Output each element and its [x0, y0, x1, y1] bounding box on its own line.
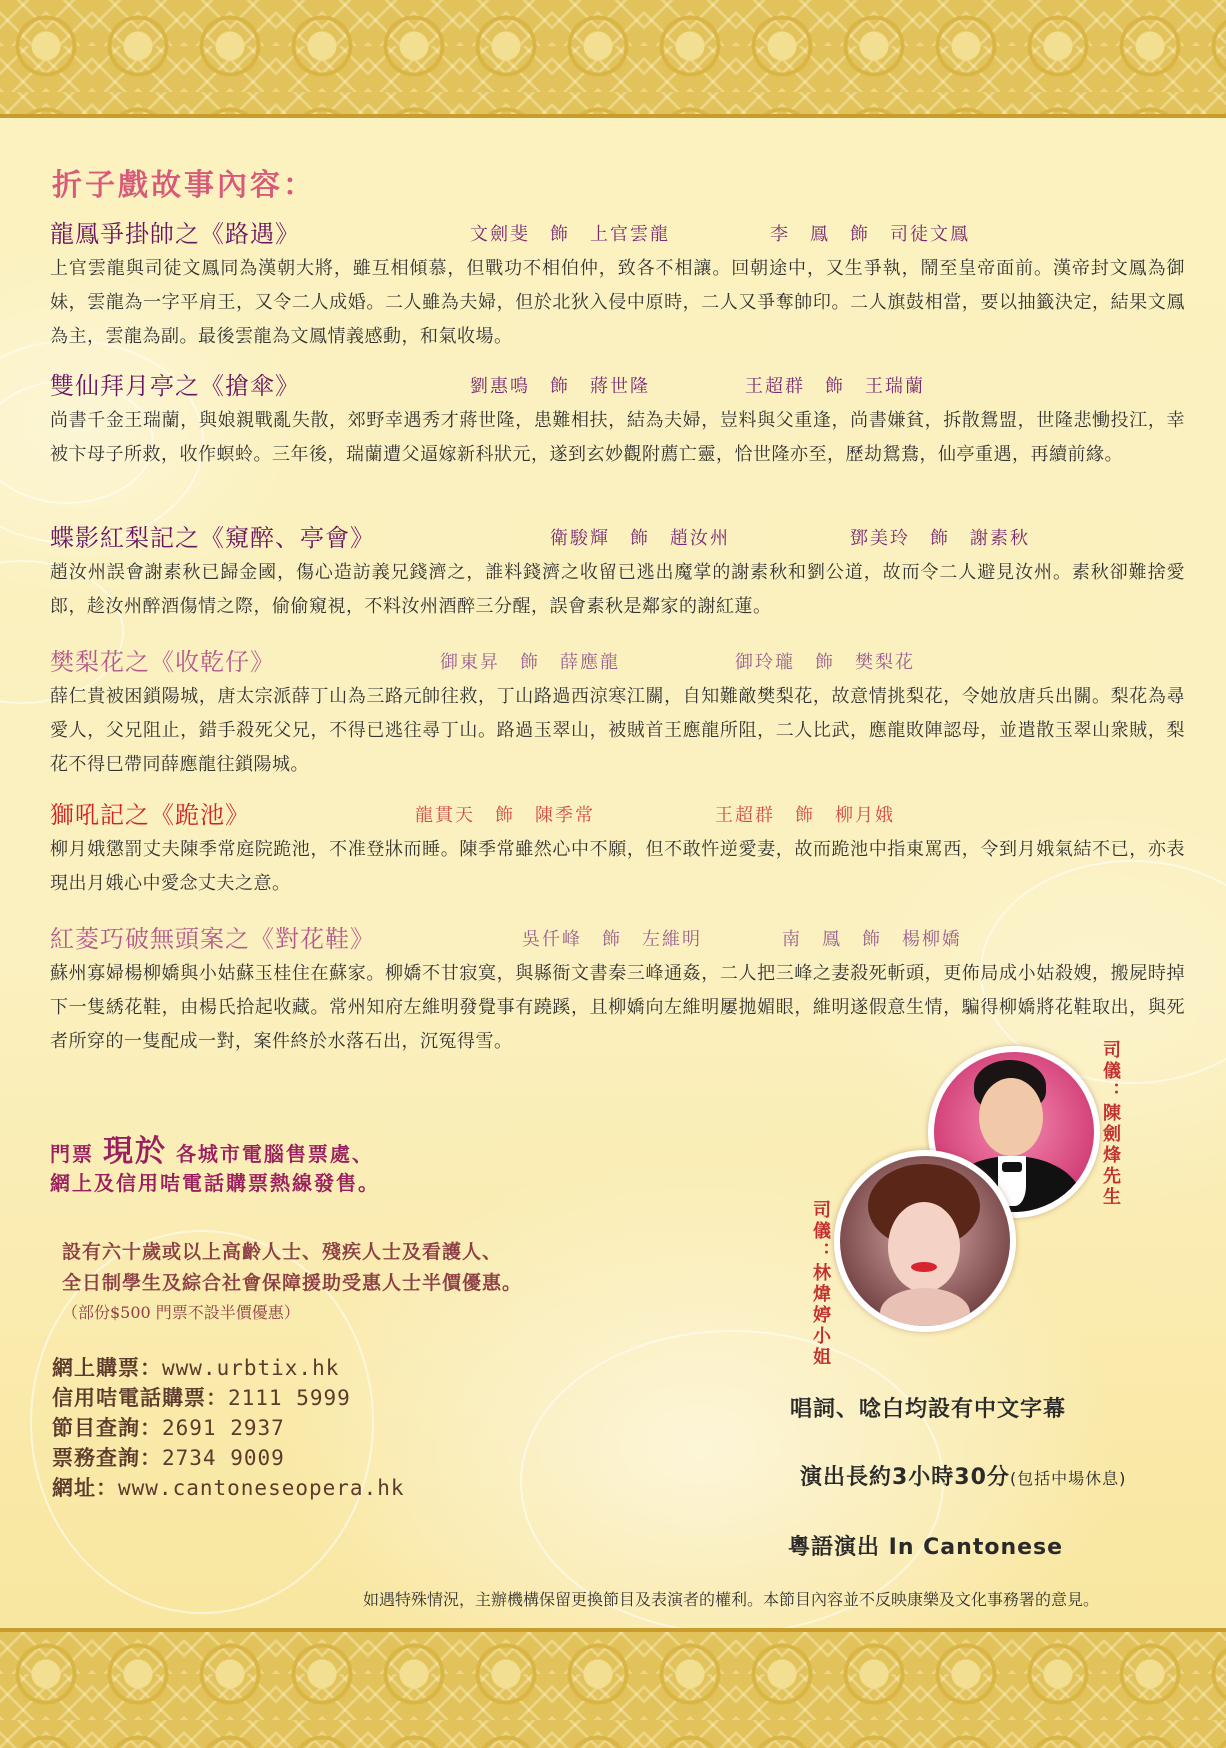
play-header — [50, 366, 1185, 404]
duration-text: 演出長約3小時30分 — [800, 1465, 1010, 1490]
concession-line: 全日制學生及綜合社會保障援助受惠人士半價優惠。 — [62, 1272, 523, 1294]
play-header — [50, 919, 1185, 957]
cast-role: 王超群 飾 柳月娥 — [715, 805, 895, 826]
duration-info — [800, 1460, 1126, 1491]
ticket-sale-line — [50, 1126, 374, 1170]
cast-role: 御玲瓏 飾 樊梨花 — [735, 652, 915, 673]
play-entry — [50, 642, 1185, 782]
contact-label: 票務查詢： — [52, 1445, 162, 1470]
play-entry — [50, 366, 1185, 472]
website-url[interactable]: www.cantoneseopera.hk — [118, 1476, 405, 1500]
play-title: 蝶影紅梨記之《窺醉、亭會》 — [50, 524, 375, 552]
cast-role: 吳仟峰 飾 左維明 — [522, 929, 702, 950]
cast-role: 鄧美玲 飾 謝素秋 — [850, 528, 1030, 549]
play-title: 獅吼記之《跪池》 — [50, 801, 250, 829]
play-header — [50, 214, 1185, 252]
host-face — [979, 1078, 1043, 1156]
contact-row — [52, 1352, 405, 1382]
subtitle-info: 唱詞、唸白均設有中文字幕 — [790, 1397, 1067, 1422]
cast-role: 劉惠鳴 飾 蔣世隆 — [470, 376, 650, 397]
play-title: 龍鳳爭掛帥之《路遇》 — [50, 220, 300, 248]
play-entry — [50, 214, 1185, 354]
language-info: 粵語演出 In Cantonese — [788, 1535, 1064, 1560]
cast-role: 李 鳳 飾 司徒文鳳 — [770, 224, 970, 245]
disclaimer: 如遇特殊情況，主辦機構保留更換節目及表演者的權利。本節目內容並不反映康樂及文化事務署的意見。 — [363, 1590, 1100, 1609]
play-entry — [50, 518, 1185, 624]
host-photo-female — [834, 1150, 1016, 1332]
cast-role: 御東昇 飾 薛應龍 — [440, 652, 620, 673]
host-lips — [911, 1262, 937, 1272]
contact-row — [52, 1442, 405, 1472]
host-shoulders — [880, 1288, 970, 1332]
contact-phone: 2111 5999 — [228, 1386, 351, 1410]
play-header — [50, 642, 1185, 680]
ticketing-url[interactable]: www.urbtix.hk — [162, 1356, 340, 1380]
host-face — [888, 1202, 960, 1292]
contact-list — [52, 1352, 405, 1502]
cast-role: 龍貫天 飾 陳季常 — [415, 805, 595, 826]
contact-row — [52, 1412, 405, 1442]
ticket-now-emphasis: 現於 — [102, 1134, 167, 1169]
cast-role: 衛駿輝 飾 趙汝州 — [550, 528, 730, 549]
play-synopsis: 上官雲龍與司徒文鳳同為漢朝大將，雖互相傾慕，但戰功不相伯仲，致各不相讓。回朝途中，又生爭執，鬧至皇帝面前。漢帝封文鳳為御妹，雲龍為一字平肩王，又令二人成婚。二人雖為夫婦，但於北狄入侵中原時，二人又爭奪帥印。二人旗鼓相當，要以抽籤決定，結果文鳳為主，雲龍為副。最後雲龍為文鳳情義感動，和氣收場。 — [50, 258, 1185, 347]
bow-tie — [1002, 1162, 1022, 1172]
contact-row — [52, 1382, 405, 1412]
play-synopsis: 趙汝州誤會謝素秋已歸金國，傷心造訪義兄錢濟之，誰料錢濟之收留已逃出魔掌的謝素秋和劉公道，故而令二人避見汝州。素秋卻難捨愛郎，趁汝州醉酒傷情之際，偷偷窺視，不料汝州酒醉三分醒，誤會素秋是鄰家的謝紅蓮。 — [50, 562, 1185, 617]
cast-role: 南 鳳 飾 楊柳嬌 — [782, 929, 962, 950]
duration-note: (包括中場休息) — [1009, 1469, 1127, 1488]
concession-line: 設有六十歲或以上高齡人士、殘疾人士及看護人、 — [62, 1241, 503, 1263]
section-heading: 折子戲故事內容： — [52, 168, 316, 203]
play-title: 樊梨花之《收乾仔》 — [50, 648, 275, 676]
bottom-ornamental-border — [0, 1628, 1226, 1748]
contact-phone: 2734 9009 — [162, 1446, 285, 1470]
ticket-sale-channels: 網上及信用咭電話購票熱線發售。 — [50, 1171, 380, 1195]
play-header — [50, 518, 1185, 556]
contact-label: 信用咭電話購票： — [52, 1385, 228, 1410]
host-caption: 司儀：林煒婷小姐 — [810, 1200, 831, 1368]
top-ornamental-border — [0, 0, 1226, 118]
cast-role: 王超群 飾 王瑞蘭 — [745, 376, 925, 397]
play-header — [50, 795, 1185, 833]
play-title: 雙仙拜月亭之《搶傘》 — [50, 372, 300, 400]
concession-note: （部份$500 門票不設半價優惠） — [62, 1303, 300, 1322]
play-entry — [50, 795, 1185, 901]
play-synopsis: 尚書千金王瑞蘭，與娘親戰亂失散，郊野幸遇秀才蔣世隆，患難相扶，結為夫婦，豈料與父重逢，尚書嫌貧，拆散鴛盟，世隆悲慟投江，幸被卞母子所救，收作螟蛉。三年後，瑞蘭遭父逼嫁新科狀元，遂到玄妙觀附薦亡靈，恰世隆亦至，歷劫鴛鴦，仙亭重遇，再續前緣。 — [50, 410, 1185, 465]
play-title: 紅菱巧破無頭案之《對花鞋》 — [50, 925, 375, 953]
contact-label: 網址： — [52, 1475, 118, 1500]
cast-role: 文劍斐 飾 上官雲龍 — [470, 224, 670, 245]
contact-label: 網上購票： — [52, 1355, 162, 1380]
play-synopsis: 柳月娥懲罰丈夫陳季常庭院跪池，不准登牀而睡。陳季常雖然心中不願，但不敢忤逆愛妻，故而跪池中指東罵西，令到月娥氣結不已，亦表現出月娥心中愛念丈夫之意。 — [50, 839, 1185, 894]
ticket-outlets: 各城市電腦售票處、 — [175, 1142, 374, 1166]
play-entry — [50, 919, 1185, 1059]
ticket-prefix: 門票 — [50, 1142, 94, 1166]
contact-phone: 2691 2937 — [162, 1416, 285, 1440]
play-synopsis: 蘇州寡婦楊柳嬌與小姑蘇玉桂住在蘇家。柳嬌不甘寂寞，與縣衙文書秦三峰通姦，二人把三峰之妻殺死斬頭，更佈局成小姑殺嫂，搬屍時掉下一隻綉花鞋，由楊氏拾起收藏。常州知府左維明發覺事有蹺蹊，且柳嬌向左維明屢拋媚眼，維明遂假意生情，騙得柳嬌將花鞋取出，與死者所穿的一隻配成一對，案件終於水落石出，沉冤得雪。 — [50, 963, 1185, 1052]
play-synopsis: 薛仁貴被困鎖陽城，唐太宗派薛丁山為三路元帥往救，丁山路過西涼寒江關，自知難敵樊梨花，故意情挑梨花，令她放唐兵出關。梨花為尋愛人，父兄阻止，錯手殺死父兄，不得已逃往尋丁山。路過玉翠山，被賊首王應龍所阻，二人比武，應龍敗陣認母，並遣散玉翠山衆賊，梨花不得巳帶同薛應龍往鎖陽城。 — [50, 686, 1185, 775]
host-caption: 司儀：陳劍烽先生 — [1100, 1040, 1121, 1208]
contact-label: 節目查詢： — [52, 1415, 162, 1440]
contact-row — [52, 1472, 405, 1502]
